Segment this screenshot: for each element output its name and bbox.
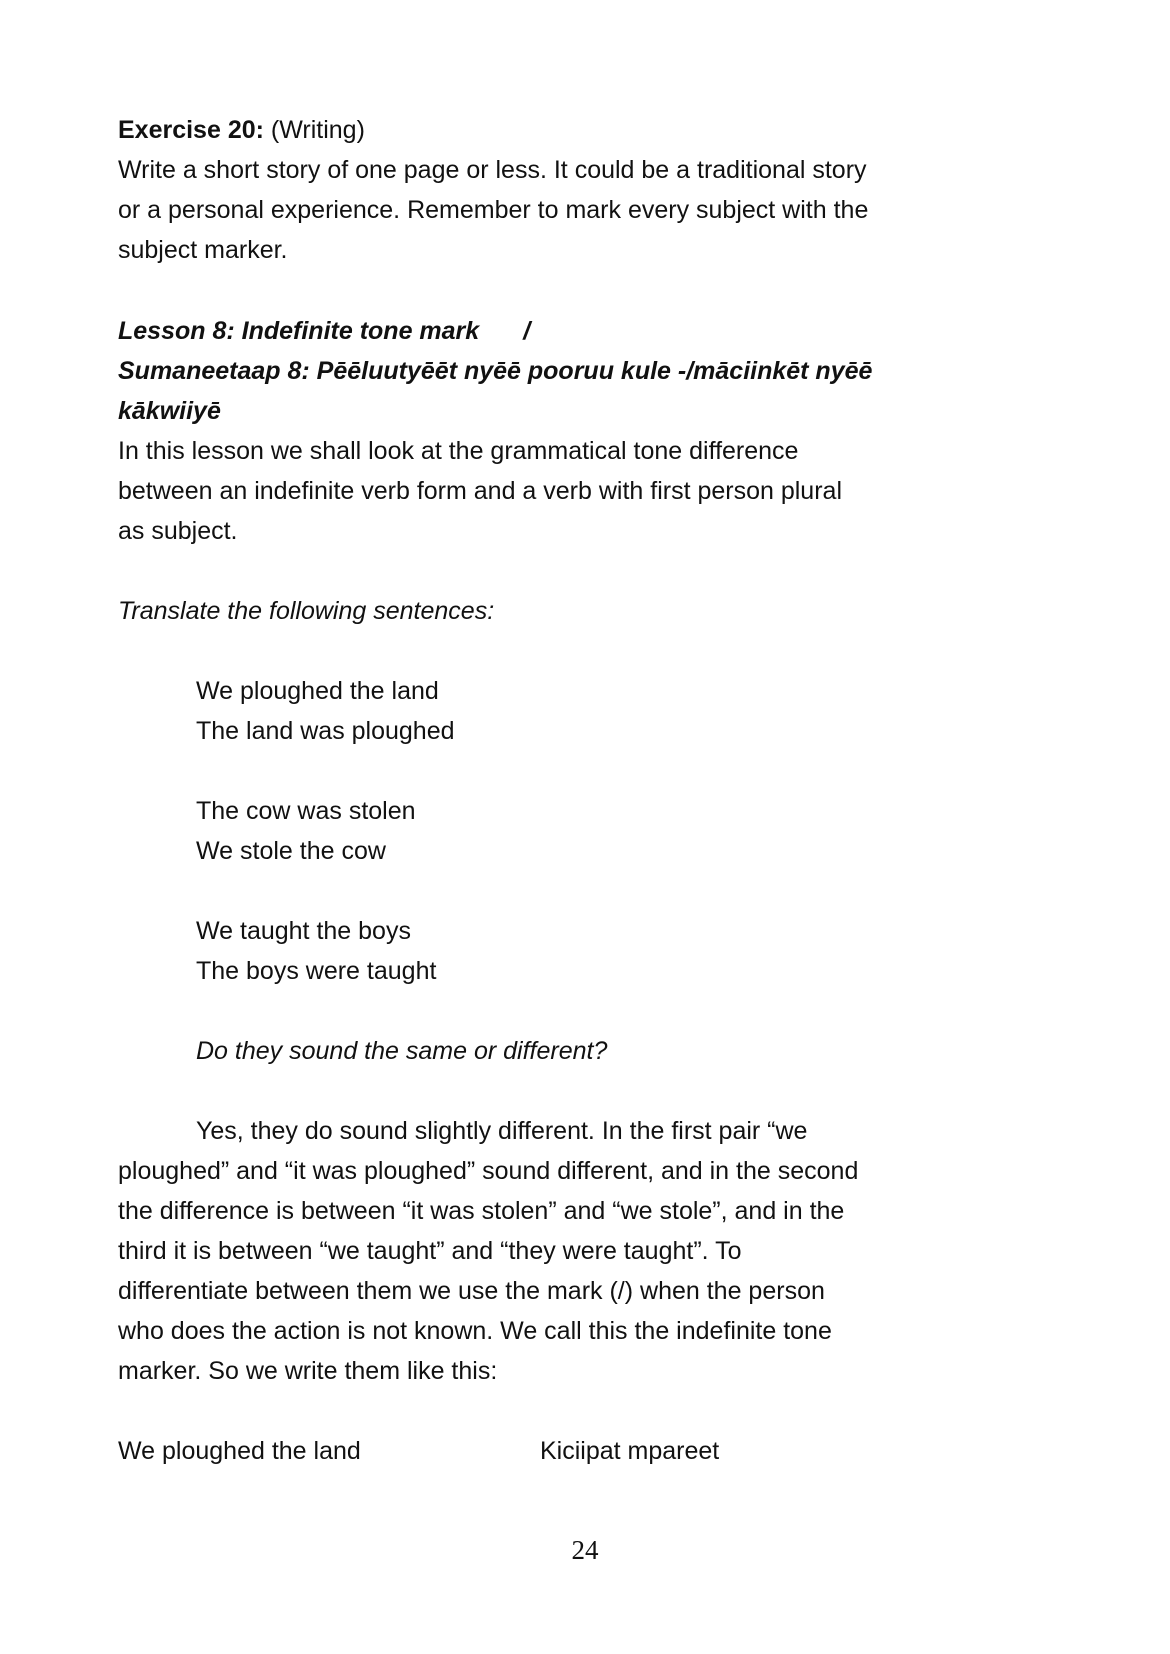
instruction: Translate the following sentences: [118,597,495,625]
answer-text: Yes, they do sound slightly different. In the first pair “we [196,1117,808,1145]
exercise-heading [118,115,365,145]
answer-text: ploughed” and “it was ploughed” sound different, and in the second [118,1157,859,1185]
example-english: We ploughed the land [118,1437,361,1465]
sentence: We stole the cow [196,837,386,865]
tone-mark: / [523,317,531,345]
sentence: We ploughed the land [196,677,439,705]
exercise-text: or a personal experience. Remember to mark every subject with the [118,196,869,224]
answer-text: who does the action is not known. We call this the indefinite tone [118,1317,832,1345]
lesson-title-local: kākwiiyē [118,397,221,425]
lesson-title-local: Sumaneetaap 8: Pēēluutyēēt nyēē pooruu kule -/māciinkēt nyēē [118,357,873,385]
sentence: We taught the boys [196,917,411,945]
intro-text: between an indefinite verb form and a verb with first person plural [118,477,842,505]
exercise-text: Write a short story of one page or less. It could be a traditional story [118,156,867,184]
exercise-subtitle: (Writing) [270,116,365,144]
answer-text: marker. So we write them like this: [118,1357,498,1385]
lesson-title: Lesson 8: Indefinite tone mark / [118,317,531,345]
intro-text: In this lesson we shall look at the grammatical tone difference [118,437,799,465]
answer-text: the difference is between “it was stolen” and “we stole”, and in the [118,1197,845,1225]
sentence: The land was ploughed [196,717,455,745]
example-translation: Kiciipat mpareet [540,1437,720,1465]
answer-text: third it is between “we taught” and “they were taught”. To [118,1237,742,1265]
answer-text: differentiate between them we use the mark (/) when the person [118,1277,825,1305]
exercise-text: subject marker. [118,236,288,264]
sentence: The boys were taught [196,957,437,985]
exercise-title: Exercise 20: [118,116,264,144]
question: Do they sound the same or different? [196,1037,608,1065]
page-number: 24 [571,1535,599,1565]
sentence: The cow was stolen [196,797,416,825]
intro-text: as subject. [118,517,238,545]
